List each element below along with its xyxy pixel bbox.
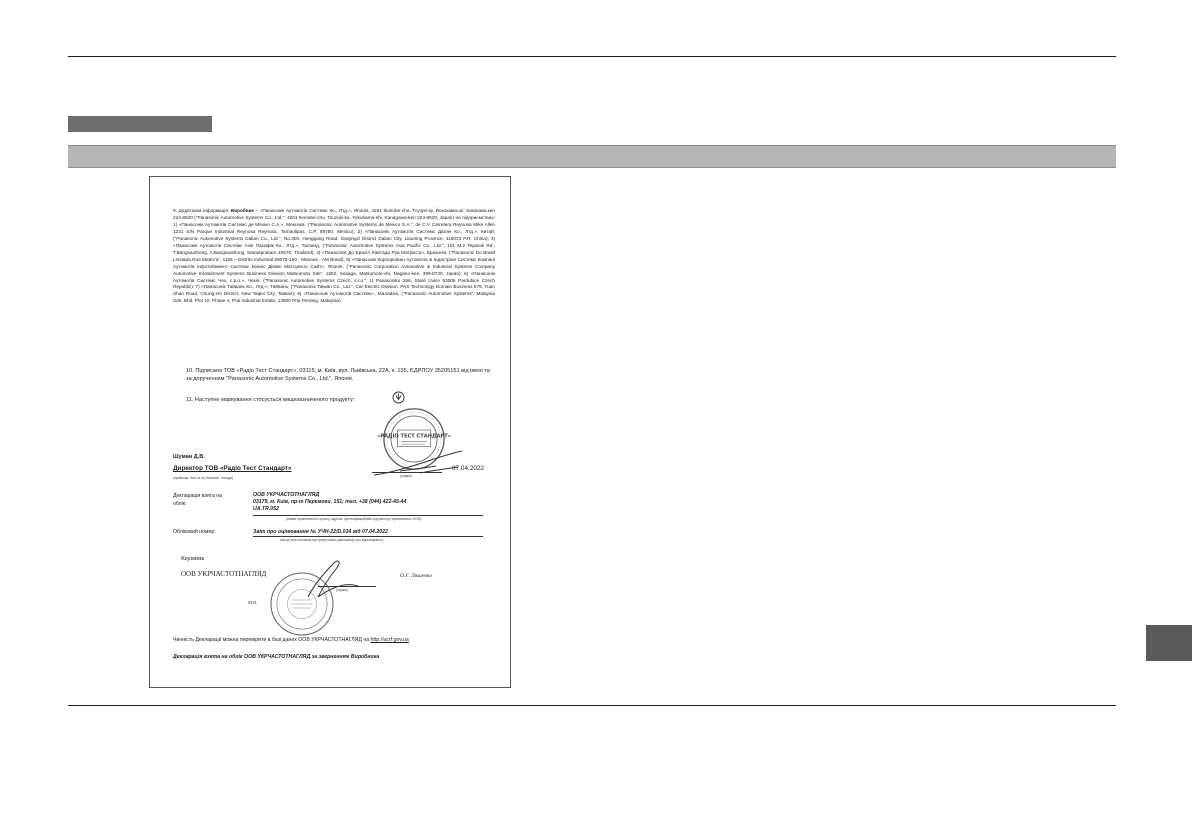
declaration-address: 03179, м. Київ, пр-т Перемоги, 151; тел. +38 (044) 422-45-44 — [253, 499, 407, 506]
final-note: Декларація взята на облік ООВ УКРЧАСТОТНАГЛЯД за зверненням Виробника — [173, 654, 380, 660]
declaration-document-scan — [149, 176, 511, 688]
account-number-label: Обліковий номер: — [173, 529, 216, 535]
marking-paragraph: 11. Наступне маркування стосується вищезазначеного продукту: — [186, 397, 355, 403]
head-name: О.Г. Ляшенко — [400, 573, 433, 579]
account-number-value: Звіт про оцінювання № УЧН-22/D.034 від 07.04.2022 — [253, 529, 388, 535]
verification-link[interactable]: http://ucrf.gov.ua — [370, 637, 409, 643]
declaration-org: ООВ УКРЧАСТОТНАГЛЯД — [253, 492, 320, 498]
declaration-label: Декларація взята на облік: — [173, 493, 223, 507]
footer-rule — [68, 705, 1116, 706]
head-org: ООВ УКРЧАСТОТНАГЛЯД — [181, 570, 267, 578]
seal-place-label: М.П. — [248, 600, 258, 605]
signature-line — [372, 472, 442, 473]
section-tag-bar — [68, 116, 212, 132]
head-label: Керівник — [181, 556, 205, 562]
head-signature-icon — [300, 555, 360, 603]
caption-account: (місце для позначки про реєстрацію декларації про відповідність) — [280, 538, 384, 542]
conformity-mark-icon — [392, 391, 405, 404]
signed-date: 07.04.2022 — [452, 465, 484, 472]
header-rule — [68, 56, 1116, 57]
caption-signature: (підпис) — [400, 474, 413, 478]
verification-note: Чинність Декларації можна перевірити в базі даних ООВ УКРЧАСТОТНАГЛЯД на http://ucrf.gov.ua — [173, 637, 409, 643]
caption-org: (назва призначеного органу, адреса, ідентифікаційний код реєстру призначених ООВ) — [286, 517, 422, 521]
director-signature-icon — [370, 447, 470, 481]
declaration-code: UA.TR.052 — [253, 506, 279, 513]
signer-name: Шуман Д.В. — [173, 454, 205, 460]
additional-info-paragraph: 9. Додаткова інформація: Виробник – «Панасонік Аутомотів Системс Ко., Лтд.», Японія, 4261 Ikonobe-cho, Тсузукі-ку, Йокохама-ші, Канагава-кен 224-8520 ("Panasonic Automotive Systems Co., Ltd.", 4261 Ikonobe-cho, Tsuzuki-ku, Yokohama-shi, Kanagawa-ken 224-8520, Japan) на підприємствах: 1) «Панасонік Аутомотів Системс де Мехіко С.А.», Мексика, ("Panasonic Automotive Systems de Mexico S.A.", de C.V Carretera Reynosa Mike Allen 1231 S/N Parque Industrial Reynosa Reynosa, Tamaulipas, C.P. 88780, Mexico); 2) «Панасонік Аутомотів Системс Далян Ко., Лтд.», Китай, ("Panasonic Automotive Systems Dalian Co., Ltd.", No.300, Honggang Road, Ganjingzi District Dalian City, Liaoning Province, 116033 P.R. China); 3) «Панасонік Аутомотів Системс Азія Пасифік Ко., Лтд.», Таїланд, ("Panasonic Automotive Systems Asia Pacific Co., Ltd.", 101 M.2 Teparak Rd., T.Bangsaothong, A.Bangsaothong, Samutprakarn 10570, Thailand); 4) «Панасонік До Брасіл Лімітада Руа Матрікс'а», Бразилія, ("Panasonic Do Brasil Limitada Rua Matrix'a", 1155 – Distrito Industrial 69075-150 - Manaus - AM Brasil); 5) «Панасонік Корпорейшн Аутомотів & Індастріал Системс Компані Аутомотів Інфотейнмент Системс Бізнес Дівіжн Матсумото Сайт», Японія, ("Panasonic Corporation Automotive & Industrial Systems Company Automotive Infotainment Systems Business Division Matsumoto Site", 1652, Sasaga, Matsumoto-shi, Nagano-ken, 399-8730, Japan); 6) «Панасонік Аутомотів Системс Чех, с.р.о.», Чехія, ("Panasonic Automotive Systems Czech, s.r.o.", U Panasoniku 266, Staré Úvice 53006 Pardubice Czech Republic); 7) «Панасонік Тайвань Ко., Лтд.», Тайвань, ("Panasonic Taiwan Co., Ltd.", Car Electric Division, PAS Technology Domain Business 579, Yuan Shan Road, Chung-Ho District, New Taipei City, Taiwan); 8) «Панасонік Аутомотів Системс», Малайзія, ("Panasonic Automotive Systems", Malaysia Sdn. Bhd. Plot 10, Phase 4, Prai Industrial Estate, 13600 Prai Penang, Malaysia). — [173, 208, 495, 304]
section-heading-bar — [68, 145, 1116, 168]
chapter-side-tab — [1146, 625, 1192, 661]
director-title: Директор ТОВ «Радіо Тест Стандарт» — [173, 465, 292, 472]
head-caption: (підпис) — [336, 588, 349, 592]
signed-by-paragraph: 10. Підписано ТОВ «Радіо Тест Стандарт», 03115, м. Київ, вул. Львівська, 22А, к. 135, ЄДРПОУ 35205151 від імені та за дорученням "Panasonic Automotive Systems Co., Ltd.", Японія. — [186, 368, 490, 382]
head-signature-line — [318, 586, 376, 587]
declaration-details — [253, 492, 406, 514]
caption-name: (прізвище, ім'я та по батькові, посада) — [173, 476, 234, 480]
account-underline — [253, 536, 483, 537]
declaration-underline — [253, 515, 483, 516]
stamp-text: «РАДІО ТЕСТ СТАНДАРТ» — [376, 433, 452, 440]
